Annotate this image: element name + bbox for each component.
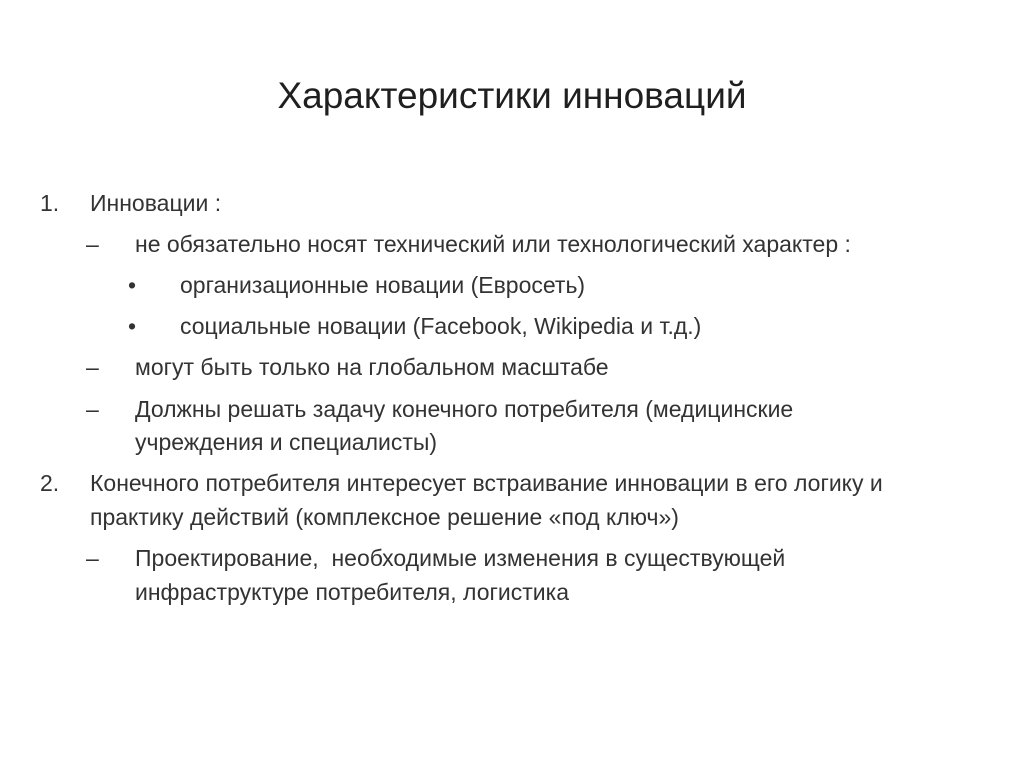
item-1-text: Инновации : [90,190,222,216]
item-1-sub-1-bullet-1-text: организационные новации (Евросеть) [180,272,586,298]
dot-bullet: • [128,313,137,339]
dash-bullet: – [86,354,99,380]
dot-bullet: • [128,272,137,298]
item-1-sub-3-line-1: Должны решать задачу конечного потребителя (медицинские [135,396,794,422]
item-2-sub-1-line-1: Проектирование, необходимые изменения в существующей [135,545,786,571]
list-number-1: 1. [40,190,60,216]
item-1-sub-2-text: могут быть только на глобальном масштабе [135,354,609,380]
dash-bullet: – [86,396,99,422]
item-1-sub-1-bullet-2-text: социальные новации (Facebook, Wikipedia и т.д.) [180,313,702,339]
item-2-line-2: практику действий (комплексное решение «под ключ») [90,504,679,530]
slide-title: Характеристики инноваций [277,75,747,116]
list-number-2: 2. [40,470,60,496]
dash-bullet: – [86,545,99,571]
item-1-sub-1-text: не обязательно носят технический или технологический характер : [135,231,851,257]
item-1-sub-3-line-2: учреждения и специалисты) [135,429,438,455]
dash-bullet: – [86,231,99,257]
item-2-line-1: Конечного потребителя интересует встраивание инновации в его логику и [90,470,883,496]
item-2-sub-1-line-2: инфраструктуре потребителя, логистика [135,579,569,605]
